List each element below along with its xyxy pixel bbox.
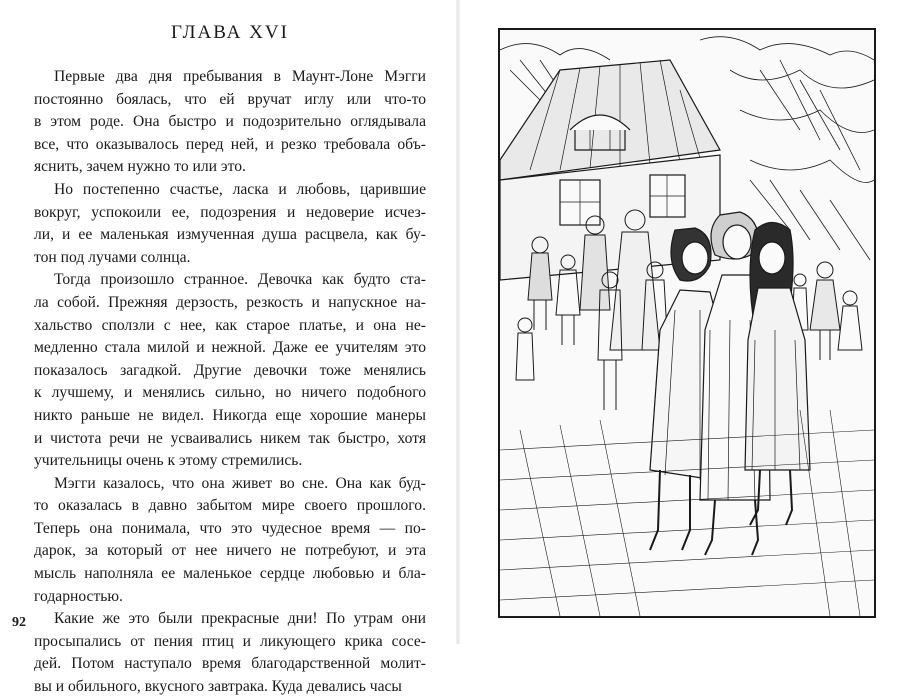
- text-line: постоянно боялась, что ей вручат иглу или что-то: [34, 90, 426, 108]
- text-line: ла собой. Прежняя дерзость, резкость и напускное на-: [34, 293, 426, 311]
- text-line: Но постепенно счастье, ласка и любовь, царившие: [54, 180, 426, 198]
- text-line: хальство сползли с нее, как старое платье, и она не-: [34, 316, 426, 334]
- text-line: дарок, за который от нее ничего не потребуют, и эта: [34, 542, 426, 560]
- chapter-title: ГЛАВА XVI: [171, 22, 289, 43]
- text-line: мысль наполняла ее маленькое сердце любовью и бла-: [34, 565, 426, 583]
- text-line: Первые два дня пребывания в Маунт-Лоне Мэгги: [54, 68, 426, 85]
- text-line: и чистота речи не усваивались никем так быстро, хотя: [34, 429, 426, 447]
- text-line: то оказалась в давно забытом мире своего прошлого.: [34, 497, 426, 515]
- text-line: в этом роде. Она быстро и подозрительно оглядывала: [34, 113, 426, 131]
- text-line: тон под лучами солнца.: [34, 248, 191, 266]
- text-line: Какие же это были прекрасные дни! По утрам они: [54, 610, 426, 628]
- text-line: медленно стала милой и нежной. Даже ее учителям это: [34, 339, 426, 357]
- text-line: ли, и ее маленькая измученная душа расцвела, как бу-: [34, 226, 426, 244]
- text-line: дей. Потом наступало время благодарственной молит-: [34, 655, 426, 673]
- text-line: яснить, зачем нужно то или это.: [34, 158, 246, 176]
- body-text: [34, 66, 426, 699]
- text-line: просыпались от пения птиц и ликующего крика сосе-: [34, 632, 426, 650]
- text-line: показалось загадкой. Другие девочки тоже менялись: [34, 361, 426, 379]
- text-line: никто раньше не видел. Никогда еще хорошие манеры: [34, 406, 426, 424]
- text-line: все, что оказывалось перед ней, и резко требовала объ-: [34, 135, 426, 153]
- text-line: вокруг, успокоили ее, подозрения и недоверие исчез-: [34, 203, 426, 221]
- text-line: годарностью.: [34, 587, 123, 605]
- text-line: Мэгги казалось, что она живет во сне. Она как буд-: [54, 474, 426, 492]
- text-line: вы и обильного, вкусного завтрака. Куда девались часы: [34, 678, 402, 696]
- text-line: учительницы очень к этому стремились.: [34, 452, 303, 470]
- page-number: 92: [12, 615, 26, 630]
- right-page: [458, 0, 916, 644]
- text-line: к лучшему, и менялись сильно, но ничего подобного: [34, 384, 426, 402]
- text-line: Теперь она понимала, что это чудесное время — по-: [34, 519, 426, 537]
- left-page: [0, 0, 458, 696]
- text-line: Тогда произошло странное. Девочка как будто ста-: [54, 271, 426, 289]
- illustration-drawing: [500, 30, 874, 616]
- three-girls-illustration: [498, 28, 876, 618]
